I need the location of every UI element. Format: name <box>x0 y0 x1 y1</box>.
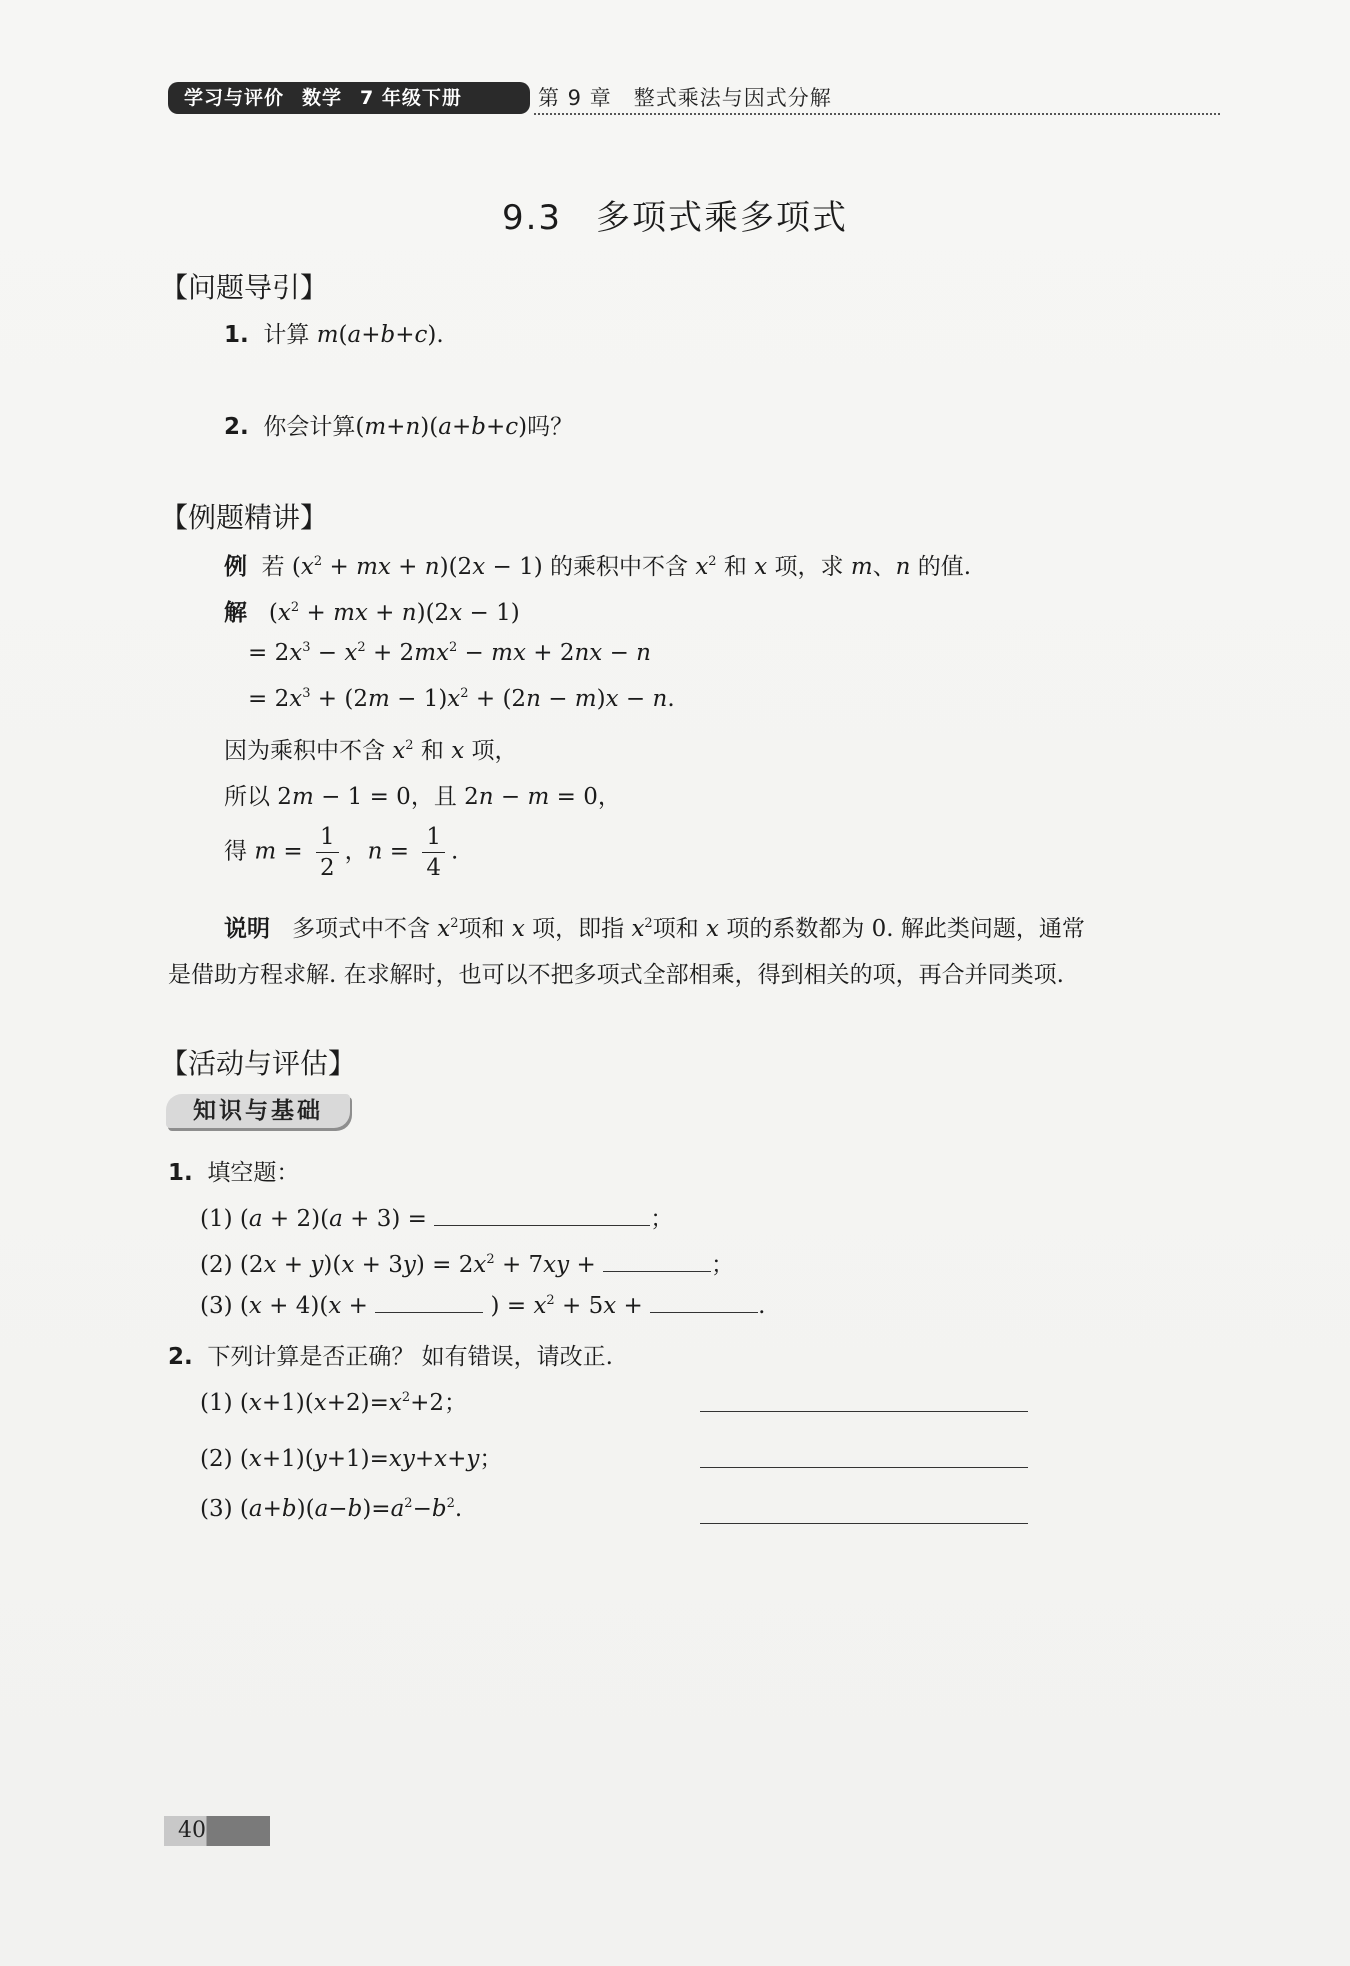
section-title <box>0 190 1350 239</box>
exercise-2-item-3: (3) $(a+b)(a-b)=a^2-b^2$. <box>200 1496 463 1522</box>
exercise-1-item-2: (2) $(2x + y)(x + 3y) = 2x^2 + 7xy$ + ； <box>200 1252 735 1278</box>
correction-line-1[interactable] <box>700 1411 1028 1412</box>
exercise-2-item-2: (2) (x+1)(y+1)=xy+x+y； <box>200 1446 503 1472</box>
answer-blank[interactable] <box>434 1205 650 1226</box>
book-subject: 数学 <box>302 87 343 109</box>
answer-blank[interactable] <box>375 1292 483 1313</box>
guide-question-2: 2. 你会计算(m+n)(a+b+c)吗？ <box>224 414 574 440</box>
header-divider <box>534 113 1220 115</box>
knowledge-basics-badge: 知识与基础 <box>166 1094 350 1128</box>
exercise-1-item-1: (1) (a + 2)(a + 3) = ； <box>200 1206 674 1232</box>
solution-line-3: = $2x^3 + (2m - 1)x^2 + (2n - m)x - n$. <box>248 686 675 712</box>
solution-result: 得 m = $\frac{1}{2}$ ，n = $\frac{1}{4}$ . <box>224 824 459 881</box>
exercise-2-prompt: 2. 下列计算是否正确？ 如有错误，请改正. <box>168 1344 613 1370</box>
chapter-header <box>538 82 832 114</box>
exercise-2-item-1: (1) $(x+1)(x+2)=x^2+2$； <box>200 1390 468 1416</box>
note-line-2: 是借助方程求解. 在求解时，也可以不把多项式全部相乘，得到相关的项，再合并同类项. <box>168 962 1064 988</box>
answer-blank[interactable] <box>650 1292 758 1313</box>
book-header-pill <box>168 82 530 114</box>
section-number: 9.3 <box>501 198 563 238</box>
guide-question-1: 1. 计算 m(a+b+c). <box>224 322 444 348</box>
chapter-number: 第 9 章 <box>538 86 612 110</box>
note-line-1: 说明 多项式中不含 $x^2$项和 x 项，即指 $x^2$项和 x 项的系数都为 0. 解此类问题，通常 <box>224 916 1085 942</box>
solution-line-1: 解 ($x^2$ + mx + n)(2x − 1) <box>224 600 520 626</box>
heading-problem-guide: 【问题导引】 <box>160 271 329 304</box>
book-grade: 7 年级下册 <box>360 87 462 109</box>
section-title-text: 多项式乘多项式 <box>596 198 849 238</box>
exercise-1-prompt: 1. 填空题： <box>168 1160 300 1186</box>
book-series: 学习与评价 <box>184 87 285 109</box>
solution-reason: 因为乘积中不含 $x^2$ 和 x 项， <box>224 738 518 764</box>
solution-equations: 所以 2m − 1 = 0，且 2n − m = 0， <box>224 784 621 810</box>
heading-worked-example: 【例题精讲】 <box>160 501 329 534</box>
correction-line-3[interactable] <box>700 1523 1028 1524</box>
chapter-title: 整式乘法与因式分解 <box>633 86 832 110</box>
answer-blank[interactable] <box>603 1251 711 1272</box>
page-number: 40 <box>164 1816 270 1846</box>
example-statement: 例 若 ($x^2$ + mx + n)(2x − 1) 的乘积中不含 $x^2$ 和 x 项，求 m、n 的值. <box>224 554 972 580</box>
exercise-1-item-3: (3) (x + 4)(x + ) = $x^2 + 5x$ + . <box>200 1293 766 1319</box>
heading-activity-assessment: 【活动与评估】 <box>160 1047 357 1080</box>
solution-line-2: = $2x^3 - x^2 + 2mx^2$ − mx + 2nx − n <box>248 640 651 666</box>
correction-line-2[interactable] <box>700 1467 1028 1468</box>
